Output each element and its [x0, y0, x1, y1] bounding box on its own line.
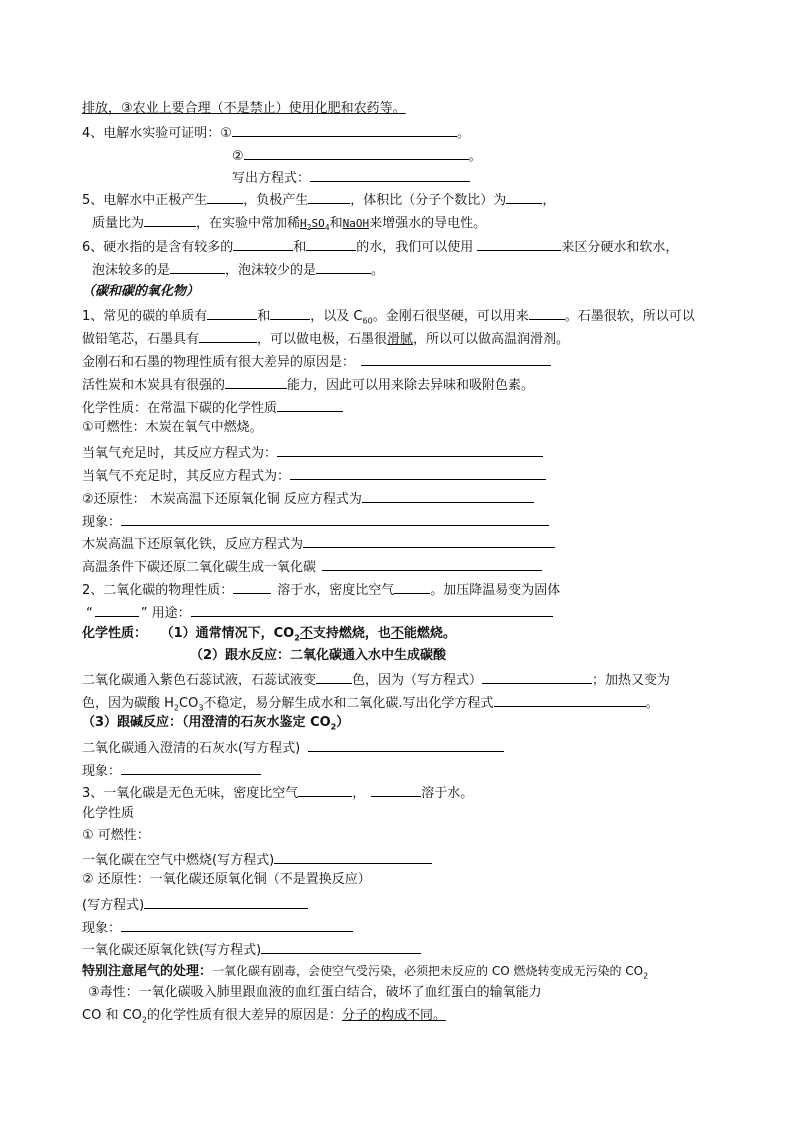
text: 金刚石和石墨的物理性质有很大差异的原因是： — [82, 355, 356, 370]
line-pollution-measures — [82, 100, 406, 118]
line-phenomenon-2 — [82, 760, 261, 781]
line-co2-chemical-1 — [82, 625, 456, 648]
line-chemical-properties-heading — [82, 805, 134, 823]
text: 的化学性质有很大差异的原因是： — [146, 1008, 342, 1023]
text: 二氧化碳通入澄清的石灰水(写方程式) — [82, 741, 301, 756]
text: 3、一氧化碳是无色无味，密度比空气 — [82, 786, 299, 801]
text: 和 — [329, 216, 343, 231]
answer-blank[interactable] — [506, 189, 542, 204]
text: ① 可燃性： — [82, 828, 150, 843]
text: 排放，③农业上要合理（不是禁止）使用化肥和农药等。 — [82, 101, 406, 116]
text: 高温条件下碳还原二氧化碳生成一氧化碳 — [82, 560, 317, 575]
answer-blank[interactable] — [191, 602, 553, 617]
line-write-equation — [232, 167, 470, 188]
answer-blank[interactable] — [232, 122, 457, 137]
text: 6、硬水指的是含有较多的 — [82, 240, 234, 255]
text: 溶于水。 — [421, 786, 474, 801]
text: 不 — [390, 626, 404, 641]
line-co-physical — [82, 782, 473, 803]
text: 。 — [645, 696, 659, 711]
answer-blank[interactable] — [144, 894, 308, 909]
text: 。石墨很软，所以可以 — [564, 309, 695, 324]
line-limewater — [82, 737, 504, 758]
answer-blank[interactable] — [207, 305, 257, 320]
text: 一氧化碳还原氧化铁(写方程式) — [82, 943, 262, 958]
text: 不稳定，易分解生成水和二氧化碳.写出化学方程式 — [203, 696, 494, 711]
text: 质量比为 — [92, 216, 145, 231]
text: 。 — [371, 263, 385, 278]
text: 现象： — [82, 921, 122, 936]
text: 5、电解水中正极产生 — [82, 193, 208, 208]
line-sufficient-oxygen — [82, 442, 543, 463]
text: 1、常见的碳的单质有 — [82, 309, 208, 324]
subscript: 2 — [294, 633, 300, 643]
text: 色，因为（写方程式） — [352, 673, 483, 688]
text: 化学性质： — [82, 626, 148, 641]
line-hard-water — [82, 236, 678, 257]
text: 能燃烧。 — [403, 626, 456, 641]
section-heading-carbon — [82, 283, 199, 301]
line-co-cuo-equation — [82, 894, 308, 915]
text: ，负极产生 — [243, 193, 309, 208]
text: ， — [542, 193, 556, 208]
text: 特别注意尾气的处理： — [82, 964, 213, 979]
line-co-combustibility — [82, 827, 150, 845]
text: （1）通常情况下，CO — [160, 626, 295, 641]
answer-blank[interactable] — [308, 737, 504, 752]
text: ② — [232, 149, 244, 164]
text: ③毒性：一氧化碳吸入肺里跟血液的血红蛋白结合，破坏了血红蛋白的输氧能力 — [88, 985, 542, 1000]
answer-blank[interactable] — [121, 760, 261, 775]
text: 支持燃烧，也 — [312, 626, 391, 641]
text: (写方程式) — [82, 898, 145, 913]
answer-blank[interactable] — [322, 556, 542, 571]
line-co2-water-reaction — [190, 647, 446, 665]
text: 现象： — [82, 515, 122, 530]
line-litmus — [82, 669, 670, 690]
answer-blank[interactable] — [233, 579, 271, 594]
line-graphite — [82, 328, 569, 349]
text: 。加压降温易变为固体 — [430, 583, 561, 598]
text: 色，因为碳酸 H — [82, 696, 174, 711]
answer-blank[interactable] — [290, 465, 546, 480]
text: CO — [179, 696, 199, 711]
text: 和 — [257, 309, 271, 324]
line-co-co2-difference — [82, 1007, 446, 1030]
formula-h2so4: $H_2SO_4$ — [300, 217, 330, 233]
text: 一氧化碳在空气中燃烧(写方程式) — [82, 853, 275, 868]
text: ，所以可以做高温润滑剂。 — [413, 332, 570, 347]
line-iron-oxide-reduction — [82, 533, 555, 554]
line-carbon-elements — [82, 305, 695, 331]
line-mass-ratio — [92, 212, 486, 237]
subscript: 60 — [362, 316, 373, 326]
text: 。 — [468, 149, 482, 164]
text: 。 — [456, 126, 470, 141]
line-combustibility — [82, 419, 263, 437]
text: 木炭高温下还原氧化铁，反应方程式为 — [82, 537, 304, 552]
answer-blank[interactable] — [199, 328, 257, 343]
text: 来增强水的导电性。 — [369, 216, 487, 231]
line-activated-carbon — [82, 374, 534, 395]
subscript: 2 — [141, 1015, 147, 1025]
text: 2、二氧化碳的物理性质： — [82, 583, 234, 598]
line-tail-gas — [82, 962, 648, 986]
line-reducibility — [82, 488, 534, 509]
line-dry-ice-use — [86, 602, 553, 623]
section-title: （碳和碳的氧化物） — [82, 284, 200, 299]
text: ， — [352, 786, 366, 801]
answer-blank[interactable] — [121, 917, 353, 932]
line-electrolysis-proves-2 — [232, 145, 482, 166]
subscript: 2 — [643, 971, 649, 981]
text: CO 和 CO — [82, 1008, 142, 1023]
answer-blank[interactable] — [529, 305, 565, 320]
line-phenomenon-3 — [82, 917, 353, 938]
line-co2-physical — [82, 579, 560, 600]
text: ） — [336, 715, 350, 730]
answer-blank[interactable] — [95, 602, 139, 617]
formula-naoh: NaOH — [342, 217, 370, 230]
answer-blank[interactable] — [316, 669, 352, 684]
text: 做铅笔芯，石墨具有 — [82, 332, 200, 347]
answer-blank[interactable] — [261, 939, 421, 954]
text: 溶于水，密度比空气 — [277, 583, 395, 598]
line-foam — [92, 259, 384, 280]
subscript: 3 — [198, 703, 204, 713]
text: 滑腻 — [387, 332, 414, 347]
answer-blank[interactable] — [362, 488, 534, 503]
answer-blank[interactable] — [298, 782, 352, 797]
line-electrolysis-proves-1 — [82, 122, 470, 143]
text: ①可燃性：木炭在氧气中燃烧。 — [82, 420, 263, 435]
answer-blank[interactable] — [144, 212, 196, 227]
text: 一氧化碳有剧毒，会使空气受污染，必须把未反应的 CO 燃烧转变成无污染的 CO — [212, 964, 644, 978]
answer-blank[interactable] — [494, 692, 646, 707]
line-co-fe2o3-equation — [82, 939, 421, 960]
line-chemical-property — [82, 397, 343, 418]
text: 现象： — [82, 764, 122, 779]
subscript: 2 — [173, 703, 180, 713]
answer-blank[interactable] — [244, 145, 469, 160]
line-co-combustion-equation — [82, 849, 432, 870]
text: 化学性质：在常温下碳的化学性质 — [82, 401, 278, 416]
line-co-reducibility — [82, 871, 371, 889]
text: ，体积比（分子个数比）为 — [350, 193, 507, 208]
answer-blank[interactable] — [482, 669, 592, 684]
answer-blank[interactable] — [394, 579, 430, 594]
answer-blank[interactable] — [233, 236, 293, 251]
answer-blank[interactable] — [310, 167, 470, 182]
answer-blank[interactable] — [303, 533, 555, 548]
text: 二氧化碳通入紫色石蕊试液，石蕊试液变 — [82, 673, 317, 688]
text: 活性炭和木炭具有很强的 — [82, 378, 226, 393]
text: 当氧气不充足时，其反应方程式为： — [82, 469, 291, 484]
text: ②还原性： 木炭高温下还原氧化铜 反应方程式为 — [82, 492, 362, 507]
answer-blank[interactable] — [270, 305, 310, 320]
text: 化学性质 — [82, 806, 135, 821]
text: 。金刚石很坚硬，可以用来 — [372, 309, 529, 324]
text: 当氧气充足时，其反应方程式为： — [82, 446, 278, 461]
text: （2）跟水反应：二氧化碳通入水中生成碳酸 — [190, 648, 447, 663]
text: 不 — [299, 626, 313, 641]
answer-blank[interactable] — [207, 189, 243, 204]
line-phenomenon-1 — [82, 511, 549, 532]
text: 写出方程式： — [232, 171, 311, 186]
line-toxicity — [88, 984, 542, 1002]
text: ② 还原性：一氧化碳还原氧化铜（不是置换反应） — [82, 872, 371, 887]
answer-blank[interactable] — [277, 397, 343, 412]
text: ；加热又变为 — [592, 673, 671, 688]
answer-blank[interactable] — [361, 351, 551, 366]
answer-blank[interactable] — [277, 442, 543, 457]
text: （3）跟碱反应：（用澄清的石灰水鉴定 CO — [82, 715, 331, 730]
line-co2-to-co — [82, 556, 542, 577]
line-insufficient-oxygen — [82, 465, 546, 486]
text: ，在实验中常加稀 — [196, 216, 301, 231]
answer-blank[interactable] — [121, 511, 549, 526]
text: 能力，因此可以用来除去异味和吸附色素。 — [287, 378, 535, 393]
line-diamond-graphite-difference — [82, 351, 551, 372]
answer-blank[interactable] — [274, 849, 432, 864]
text: 来区分硬水和软水， — [561, 240, 679, 255]
text: “ — [86, 606, 93, 621]
text: 的水，我们可以使用 — [356, 240, 474, 255]
text: ，泡沫较少的是 — [225, 263, 317, 278]
text: ，可以做电极，石墨很 — [257, 332, 388, 347]
text: 4、电解水实验可证明：① — [82, 126, 232, 141]
text: 泡沫较多的是 — [92, 263, 171, 278]
answer-blank[interactable] — [477, 236, 561, 251]
answer-blank[interactable] — [306, 236, 356, 251]
line-electrolysis-electrodes — [82, 189, 555, 210]
subscript: 2 — [330, 722, 337, 732]
answer-blank[interactable] — [316, 259, 371, 274]
text: ，以及 C — [310, 309, 363, 324]
answer-blank[interactable] — [308, 189, 350, 204]
answer-blank[interactable] — [225, 374, 287, 389]
answer-text: 分子的构成不同。 — [342, 1008, 447, 1023]
text: 和 — [293, 240, 307, 255]
line-co2-base-reaction — [82, 714, 349, 737]
answer-blank[interactable] — [170, 259, 225, 274]
answer-blank[interactable] — [371, 782, 421, 797]
text: ” 用途： — [140, 606, 191, 621]
